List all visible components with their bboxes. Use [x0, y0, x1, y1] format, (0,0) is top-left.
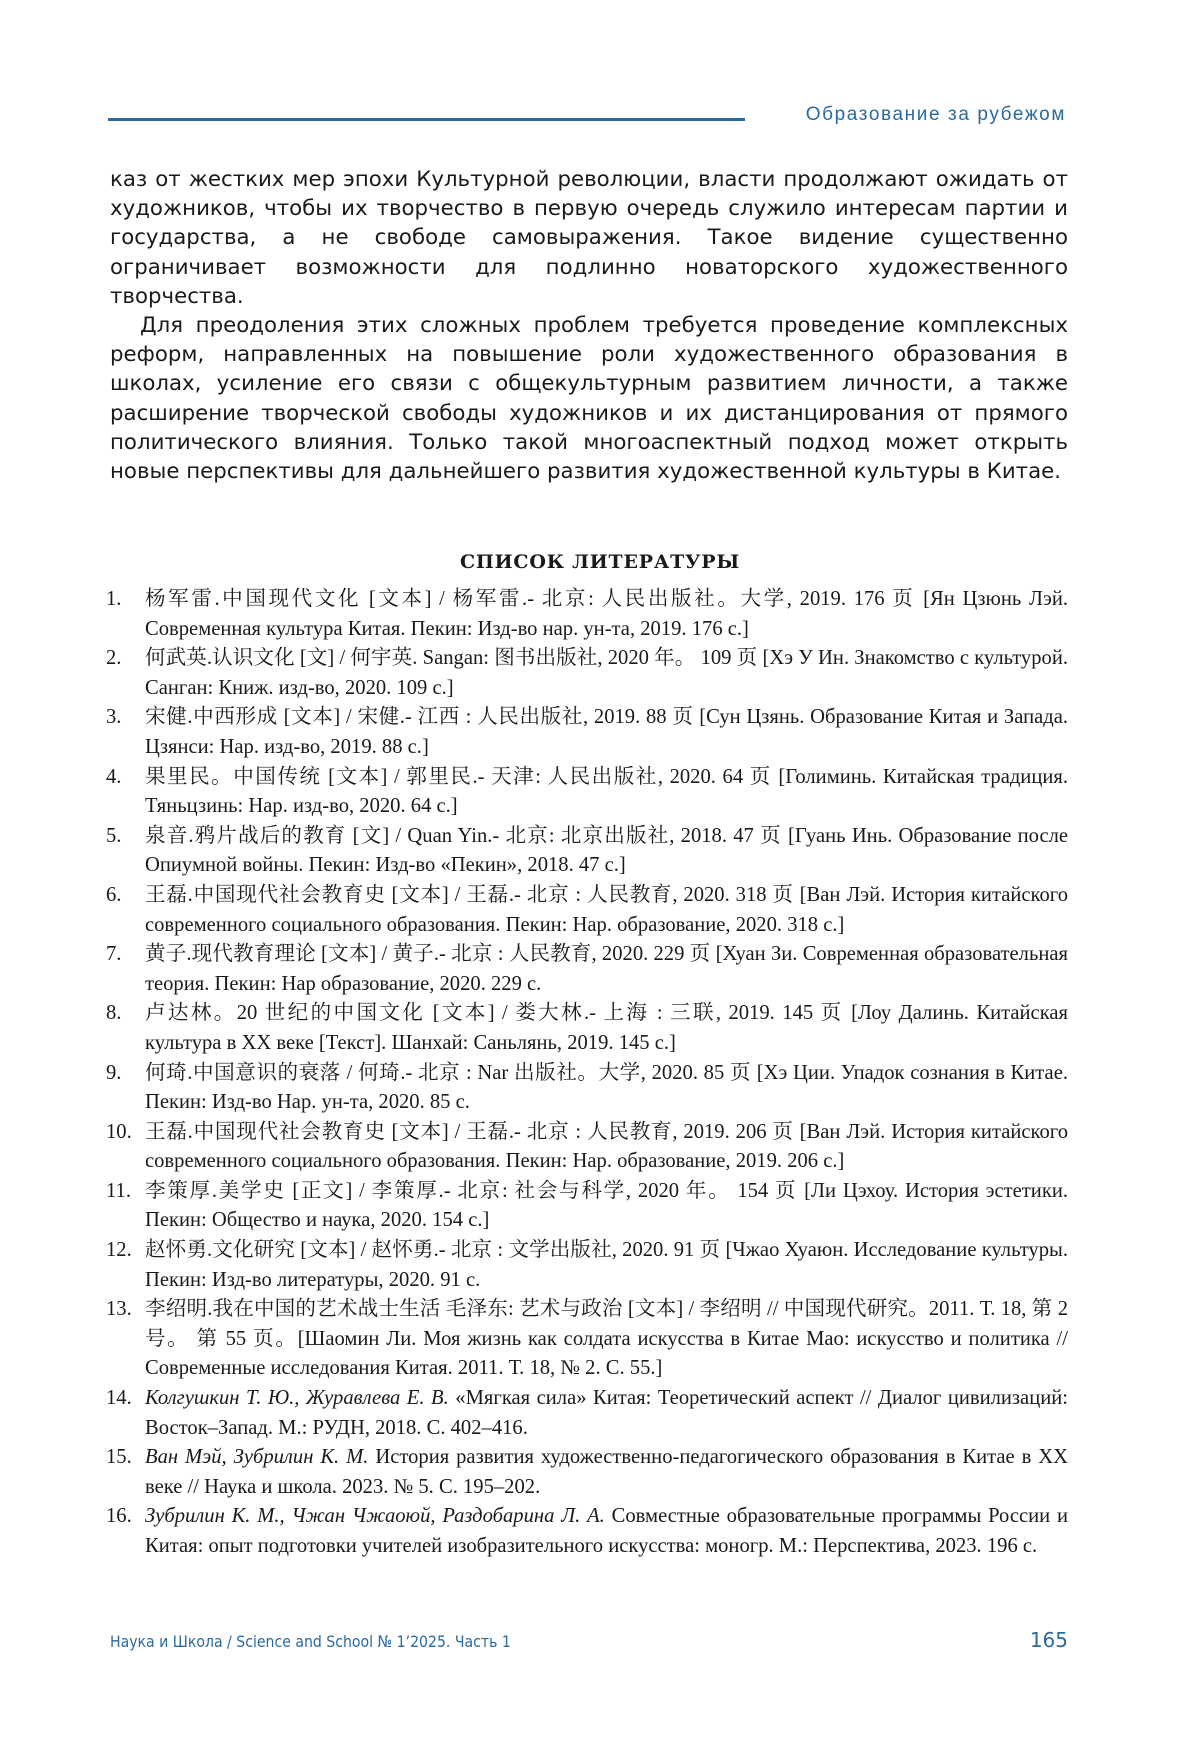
reference-number: 14. [106, 1387, 132, 1410]
reference-number: 1. [106, 588, 122, 610]
page-number: 165 [1029, 1628, 1068, 1652]
reference-item [106, 585, 1068, 644]
reference-number: 2. [106, 647, 122, 670]
reference-text: 果里民。中国传统 [文本] / 郭里民.- 天津: 人民出版社, 2020. 64 页 [Голиминь. Китайская традиция. Тяньцзинь: Нар. изд-во, 2020. 64 с.] [145, 765, 1068, 818]
reference-item [106, 822, 1068, 881]
reference-number: 16. [106, 1505, 132, 1528]
references-list [106, 585, 1068, 1562]
reference-item [106, 881, 1068, 940]
reference-text: «Мягкая сила» Китая: Теоретический аспект // Диалог цивилизаций: Восток–Запад. М.: РУДН, 2018. С. 402–416. [145, 1387, 1068, 1439]
reference-item [106, 1059, 1068, 1118]
reference-text: 何武英.认识文化 [文] / 何宇英. Sangan: 图书出版社, 2020 年。 109 页 [Хэ У Ин. Знакомство с культурой. Санган: Книж. изд-во, 2020. 109 с.] [145, 647, 1068, 699]
reference-number: 10. [106, 1120, 132, 1143]
reference-text: 卢达林。20 世纪的中国文化 [文本] / 娄大林.- 上海 : 三联, 2019. 145 页 [Лоу Далинь. Китайская культура в XX веке [Текст]. Шанхай: Саньлянь, 2019. 145 с.] [145, 1002, 1068, 1054]
reference-text: 泉音.鸦片战后的教育 [文] / Quan Yin.- 北京: 北京出版社, 2018. 47 页 [Гуань Инь. Образование после Опиумной войны. Пекин: Изд-во «Пекин», 2018. 47 с.] [145, 824, 1068, 877]
paragraph-1: каз от жестких мер эпохи Культурной революции, власти продолжают ожидать от художников, чтобы их творчество в первую очередь служило интересам партии и государства, а не свободе самовыражения. Такое видение существенно ограничивает возможности для подлинно новаторского художественного творчества. [110, 167, 1068, 309]
reference-authors: Колгушкин Т. Ю., Журавлева Е. В. [145, 1387, 449, 1410]
reference-item [106, 703, 1068, 762]
reference-text: 李绍明.我在中国的艺术战士生活 毛泽东: 艺术与政治 [文本] / 李绍明 // 中国现代研究。2011. Т. 18, 第 2 号。 第 55 页。[Шаомин Ли. Моя жизнь как солдата искусства в Китае Мао: искусство и политика // Современные исследования Китая. 2011. Т. 18, № 2. С. 55.] [145, 1298, 1068, 1380]
reference-text: 李策厚.美学史 [正文] / 李策厚.- 北京: 社会与科学, 2020 年。 154 页 [Ли Цэхоу. История эстетики. Пекин: Общество и наука, 2020. 154 с.] [145, 1179, 1068, 1232]
reference-item [106, 1443, 1068, 1502]
reference-number: 11. [106, 1179, 131, 1202]
reference-number: 4. [106, 765, 122, 788]
reference-item [106, 1384, 1068, 1443]
reference-text: История развития художественно-педагогического образования в Китае в XX веке // Наука и школа. 2023. № 5. С. 195–202. [145, 1446, 1068, 1498]
reference-number: 7. [106, 943, 122, 966]
header-rule [108, 118, 745, 121]
reference-number: 8. [106, 1002, 122, 1025]
reference-authors: Зубрилин К. М., Чжан Чжаоюй, Раздобарина Л. А. [145, 1505, 605, 1528]
section-title: Образование за рубежом [805, 104, 1066, 125]
reference-number: 12. [106, 1239, 132, 1262]
reference-item [106, 1236, 1068, 1295]
body-text [110, 165, 1068, 486]
reference-item [106, 1118, 1068, 1177]
reference-item [106, 763, 1068, 822]
reference-item [106, 1295, 1068, 1384]
journal-footer: Наука и Школа / Science and School № 1’2025. Часть 1 [110, 1632, 511, 1651]
reference-text: 黄子.现代教育理论 [文本] / 黄子.- 北京 : 人民教育, 2020. 229 页 [Хуан Зи. Современная образовательная теория. Пекин: Нар образование, 2020. 229 с. [145, 943, 1068, 995]
reference-text: 宋健.中西形成 [文本] / 宋健.- 江西 : 人民出版社, 2019. 88 页 [Сун Цзянь. Образование Китая и Запада. Цзянси: Нар. изд-во, 2019. 88 с.] [145, 706, 1068, 758]
reference-authors: Ван Мэй, Зубрилин К. М. [145, 1446, 369, 1469]
reference-number: 9. [106, 1061, 122, 1084]
reference-text: 杨军雷.中国现代文化 [文本] / 杨军雷.- 北京: 人民出版社。大学, 2019. 176 页 [Ян Цзюнь Лэй. Современная культура Китая. Пекин: Изд-во нар. ун-та, 2019. 176 с.] [145, 588, 1068, 640]
reference-item [106, 644, 1068, 703]
references-heading: СПИСОК ЛИТЕРАТУРЫ [460, 551, 740, 573]
paragraph-2: Для преодоления этих сложных проблем требуется проведение комплексных реформ, направленных на повышение роли художественного образования в школах, усиление его связи с общекультурным развитием личности, а также расширение творческой свободы художников и их дистанцирования от прямого политического влияния. Только такой многоаспектный подход может открыть новые перспективы для дальнейшего развития художественной культуры в Китае. [110, 313, 1068, 485]
reference-item [106, 999, 1068, 1058]
reference-number: 15. [106, 1446, 132, 1469]
reference-item [106, 1502, 1068, 1561]
reference-item [106, 940, 1068, 999]
reference-item [106, 1177, 1068, 1236]
reference-number: 6. [106, 883, 122, 906]
reference-text: 赵怀勇.文化研究 [文本] / 赵怀勇.- 北京 : 文学出版社, 2020. 91 页 [Чжао Хуаюн. Исследование культуры. Пекин: Изд-во литературы, 2020. 91 с. [145, 1239, 1068, 1291]
reference-number: 5. [106, 824, 122, 847]
reference-number: 13. [106, 1298, 132, 1321]
reference-text: 何琦.中国意识的衰落 / 何琦.- 北京 : Nar 出版社。大学, 2020. 85 页 [Хэ Ции. Упадок сознания в Китае. Пекин: Изд-во Нар. ун-та, 2020. 85 с. [145, 1061, 1068, 1114]
reference-number: 3. [106, 706, 122, 729]
reference-text: 王磊.中国现代社会教育史 [文本] / 王磊.- 北京 : 人民教育, 2019. 206 页 [Ван Лэй. История китайского современного социального образования. Пекин: Нар. образование, 2019. 206 с.] [145, 1120, 1068, 1173]
reference-text: Совместные образовательные программы России и Китая: опыт подготовки учителей изобразительного искусства: моногр. М.: Перспектива, 2023. 196 с. [145, 1505, 1068, 1557]
reference-text: 王磊.中国现代社会教育史 [文本] / 王磊.- 北京 : 人民教育, 2020. 318 页 [Ван Лэй. История китайского современного социального образования. Пекин: Нар. образование, 2020. 318 с.] [145, 883, 1068, 936]
